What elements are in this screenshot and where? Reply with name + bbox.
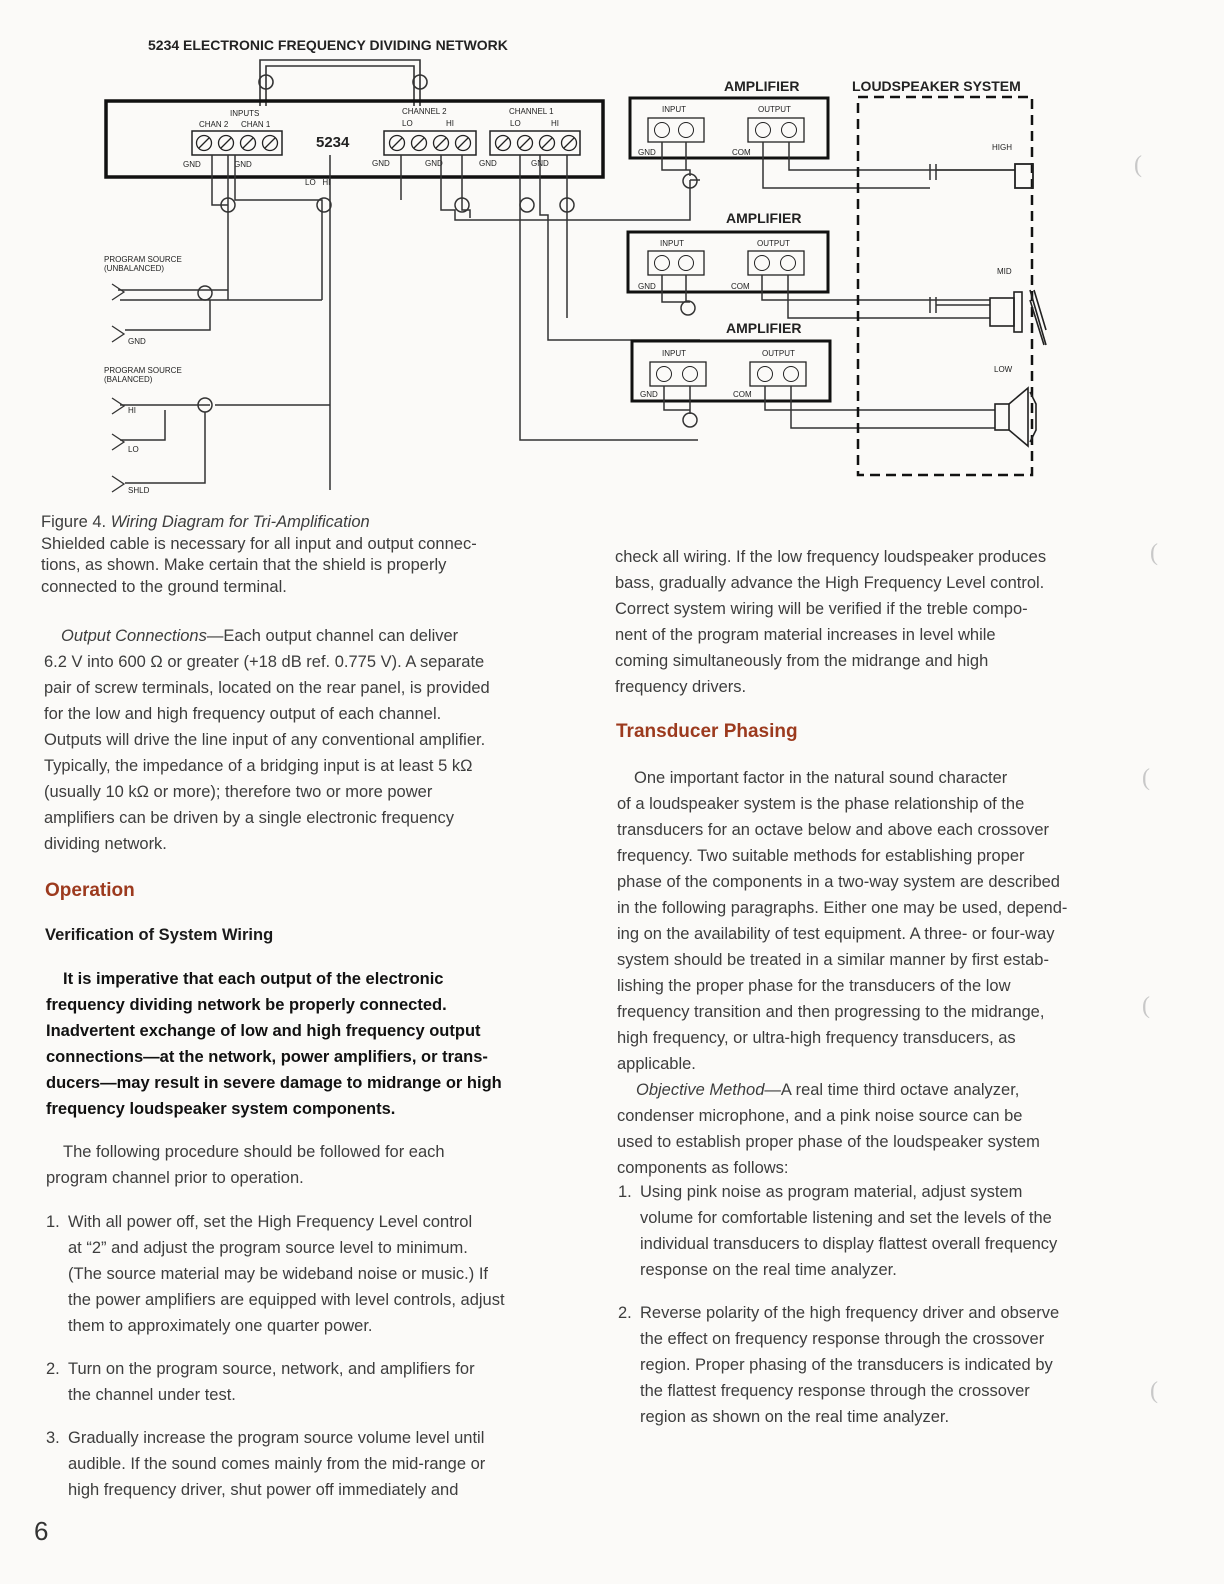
verification-heading: Verification of System Wiring: [45, 926, 274, 944]
list-item: [46, 1425, 566, 1503]
svg-text:COM: COM: [733, 390, 752, 399]
svg-text:LO HI: LO HI: [305, 178, 331, 187]
svg-text:SHLD: SHLD: [128, 486, 150, 495]
output-connections-label: Output Connections: [61, 627, 207, 645]
svg-text:GND: GND: [638, 282, 656, 291]
phasing-paragraph: [617, 765, 1137, 1181]
warning-line: It is imperative that each output of the electronic: [63, 970, 444, 988]
svg-text:GND: GND: [372, 159, 390, 168]
svg-text:LOW: LOW: [994, 365, 1013, 374]
list-item: [46, 1356, 566, 1408]
text-line: transducers for an octave below and above each crossover: [617, 821, 1049, 839]
text-line: Each output channel can deliver: [223, 627, 459, 645]
text-line: at “2” and adjust the program source level to minimum.: [68, 1239, 468, 1257]
text-line: the channel under test.: [68, 1386, 236, 1404]
text-line: Typically, the impedance of a bridging input is at least 5 kΩ: [44, 757, 473, 775]
dash: —: [764, 1081, 781, 1099]
operation-heading: Operation: [45, 880, 135, 901]
list-item: [618, 1179, 1138, 1283]
amplifier-low: [632, 320, 995, 428]
svg-text:MID: MID: [997, 267, 1012, 276]
text-line: the effect on frequency response through the crossover: [640, 1330, 1045, 1348]
text-line: check all wiring. If the low frequency loudspeaker produces: [615, 548, 1047, 566]
svg-text:CHAN 1: CHAN 1: [241, 120, 271, 129]
warning-line: connections—at the network, power amplifiers, or trans-: [46, 1048, 488, 1066]
svg-text:LO: LO: [402, 119, 413, 128]
svg-text:INPUTS: INPUTS: [230, 109, 260, 118]
svg-text:OUTPUT: OUTPUT: [757, 239, 790, 248]
text-line: ing on the availability of test equipment. A three- or four-way: [617, 925, 1055, 943]
step-number: 2.: [46, 1360, 60, 1378]
continuation-paragraph: [615, 544, 1135, 700]
svg-text:GND: GND: [128, 337, 146, 346]
svg-text:HI: HI: [446, 119, 454, 128]
text-line: bass, gradually advance the High Frequency Level control.: [615, 574, 1045, 592]
svg-text:LO: LO: [128, 445, 139, 454]
text-line: high frequency, or ultra-high frequency transducers, as: [617, 1029, 1016, 1047]
warning-line: ducers—may result in severe damage to midrange or high: [46, 1074, 502, 1092]
svg-text:GND: GND: [183, 160, 201, 169]
binder-mark: (: [1150, 540, 1158, 566]
dash: —: [206, 627, 224, 645]
text-line: components as follows:: [617, 1159, 789, 1177]
text-line: frequency. Two suitable methods for establishing proper: [617, 847, 1025, 865]
text-line: A real time third octave analyzer,: [780, 1081, 1020, 1099]
svg-text:GND: GND: [234, 160, 252, 169]
text-line: lishing the proper phase for the transducers of the low: [617, 977, 1011, 995]
wiring-diagram: [0, 0, 1224, 505]
svg-text:(UNBALANCED): (UNBALANCED): [104, 264, 165, 273]
procedure-steps: [46, 1209, 566, 1503]
text-line: dividing network.: [44, 835, 167, 853]
signal-wires: [118, 155, 700, 490]
warning-line: frequency loudspeaker system components.: [46, 1100, 396, 1118]
text-line: phase of the components in a two-way system are described: [617, 873, 1060, 891]
svg-text:OUTPUT: OUTPUT: [762, 349, 795, 358]
text-line: frequency drivers.: [615, 678, 747, 696]
procedure-paragraph: [46, 1139, 566, 1191]
text-line: amplifiers can be driven by a single electronic frequency: [44, 809, 454, 827]
text-line: The following procedure should be followed for each: [63, 1143, 445, 1161]
text-line: them to approximately one quarter power.: [68, 1317, 373, 1335]
svg-text:AMPLIFIER: AMPLIFIER: [724, 78, 800, 94]
text-line: high frequency driver, shut power off immediately and: [68, 1481, 459, 1499]
svg-text:OUTPUT: OUTPUT: [758, 105, 791, 114]
top-wire: [259, 60, 427, 106]
text-line: Turn on the program source, network, and amplifiers for: [68, 1360, 475, 1378]
text-line: (usually 10 kΩ or more); therefore two or more power: [44, 783, 433, 801]
svg-text:AMPLIFIER: AMPLIFIER: [726, 210, 802, 226]
svg-text:LOUDSPEAKER SYSTEM: LOUDSPEAKER SYSTEM: [852, 78, 1021, 94]
text-line: individual transducers to display flattest overall frequency: [640, 1235, 1058, 1253]
svg-text:GND: GND: [640, 390, 658, 399]
svg-text:PROGRAM SOURCE: PROGRAM SOURCE: [104, 255, 182, 264]
caption-line: Shielded cable is necessary for all input and output connec-: [41, 534, 477, 553]
figure-title: Wiring Diagram for Tri-Amplification: [110, 513, 370, 531]
text-line: volume for comfortable listening and set the levels of the: [640, 1209, 1052, 1227]
text-line: coming simultaneously from the midrange and high: [615, 652, 989, 670]
text-line: in the following paragraphs. Either one may be used, depend-: [617, 899, 1068, 917]
network-box: [106, 101, 603, 187]
svg-text:PROGRAM SOURCE: PROGRAM SOURCE: [104, 366, 182, 375]
text-line: applicable.: [617, 1055, 696, 1073]
page-number: 6: [34, 1516, 49, 1546]
svg-text:COM: COM: [732, 148, 751, 157]
step-number: 3.: [46, 1429, 60, 1447]
svg-text:GND: GND: [531, 159, 549, 168]
objective-steps: [618, 1179, 1138, 1430]
text-line: pair of screw terminals, located on the rear panel, is provided: [44, 679, 490, 697]
text-line: Reverse polarity of the high frequency driver and observe: [640, 1304, 1060, 1322]
text-line: audible. If the sound comes mainly from the mid-range or: [68, 1455, 486, 1473]
amplifier-high: [630, 78, 1015, 188]
list-item: [46, 1209, 566, 1339]
svg-text:COM: COM: [731, 282, 750, 291]
warning-line: Inadvertent exchange of low and high frequency output: [46, 1022, 481, 1040]
svg-text:CHAN 2: CHAN 2: [199, 120, 229, 129]
high-driver-icon: [1015, 164, 1033, 188]
text-line: program channel prior to operation.: [46, 1169, 304, 1187]
mid-driver-icon: [990, 290, 1046, 345]
text-line: the power amplifiers are equipped with level controls, adjust: [68, 1291, 505, 1309]
text-line: With all power off, set the High Frequency Level control: [68, 1213, 473, 1231]
caption-line: tions, as shown. Make certain that the shield is properly: [41, 556, 447, 574]
text-line: nent of the program material increases in level while: [615, 626, 996, 644]
text-line: 6.2 V into 600 Ω or greater (+18 dB ref. 0.775 V). A separate: [44, 653, 485, 671]
svg-text:GND: GND: [638, 148, 656, 157]
text-line: Outputs will drive the line input of any conventional amplifier.: [44, 731, 486, 749]
svg-text:CHANNEL 2: CHANNEL 2: [402, 107, 447, 116]
text-line: region. Proper phasing of the transducers is indicated by: [640, 1356, 1053, 1374]
svg-text:CHANNEL 1: CHANNEL 1: [509, 107, 554, 116]
text-line: One important factor in the natural sound character: [634, 769, 1008, 787]
svg-text:HI: HI: [128, 406, 136, 415]
text-line: for the low and high frequency output of each channel.: [44, 705, 442, 723]
transducer-phasing-heading: Transducer Phasing: [616, 721, 798, 742]
low-driver-icon: [995, 388, 1036, 446]
loudspeaker-system: [852, 78, 1046, 475]
figure-caption: [41, 512, 561, 598]
binder-mark: (: [1134, 152, 1142, 178]
text-line: Correct system wiring will be verified if the treble compo-: [615, 600, 1028, 618]
text-line: condenser microphone, and a pink noise source can be: [617, 1107, 1023, 1125]
model-label: 5234: [316, 134, 350, 151]
text-line: (The source material may be wideband noise or music.) If: [68, 1265, 489, 1283]
list-item: [618, 1300, 1138, 1430]
step-number: 2.: [618, 1304, 632, 1322]
text-line: system should be treated in a similar manner by first estab-: [617, 951, 1049, 969]
step-number: 1.: [618, 1183, 632, 1201]
svg-text:GND: GND: [425, 159, 443, 168]
svg-text:INPUT: INPUT: [660, 239, 684, 248]
binder-mark: (: [1150, 1378, 1158, 1404]
warning-line: frequency dividing network be properly connected.: [46, 996, 447, 1014]
svg-text:GND: GND: [479, 159, 497, 168]
svg-text:(BALANCED): (BALANCED): [104, 375, 153, 384]
program-source-balanced: [104, 366, 182, 495]
figure-label: Figure 4.: [41, 513, 111, 531]
svg-text:HIGH: HIGH: [992, 143, 1012, 152]
step-number: 1.: [46, 1213, 60, 1231]
diagram-title: 5234 ELECTRONIC FREQUENCY DIVIDING NETWORK: [148, 37, 508, 53]
text-line: frequency transition and then progressing to the midrange,: [617, 1003, 1045, 1021]
svg-text:INPUT: INPUT: [662, 105, 686, 114]
binder-mark: (: [1142, 993, 1150, 1019]
output-connections-paragraph: [44, 623, 564, 857]
text-line: used to establish proper phase of the loudspeaker system: [617, 1133, 1040, 1151]
warning-paragraph: [46, 966, 566, 1122]
text-line: response on the real time analyzer.: [640, 1261, 897, 1279]
caption-line: connected to the ground terminal.: [41, 577, 287, 596]
svg-text:LO: LO: [510, 119, 521, 128]
svg-text:AMPLIFIER: AMPLIFIER: [726, 320, 802, 336]
text-line: of a loudspeaker system is the phase relationship of the: [617, 795, 1025, 813]
svg-text:INPUT: INPUT: [662, 349, 686, 358]
svg-text:HI: HI: [551, 119, 559, 128]
objective-method-label: Objective Method: [636, 1081, 765, 1099]
text-line: the flattest frequency response through the crossover: [640, 1382, 1030, 1400]
text-line: Gradually increase the program source volume level until: [68, 1429, 485, 1447]
text-line: Using pink noise as program material, adjust system: [640, 1183, 1023, 1201]
binder-mark: (: [1142, 765, 1150, 791]
text-line: region as shown on the real time analyzer.: [640, 1408, 950, 1426]
